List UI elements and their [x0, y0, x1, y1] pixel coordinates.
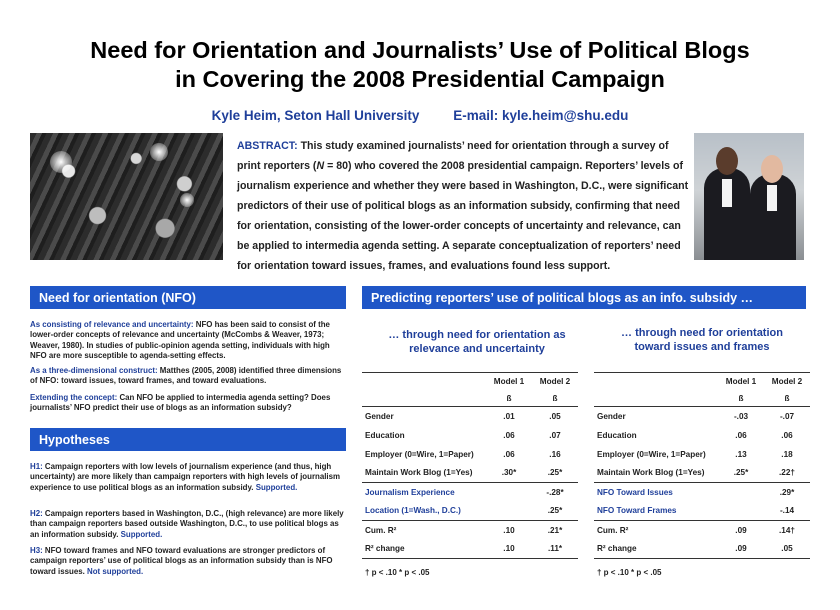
model-1-header: Model 1	[486, 373, 532, 391]
right-subheading-line-1: … through need for orientation	[621, 327, 783, 339]
beta-symbol: ß	[532, 391, 578, 407]
nfo-p2-key: As a three-dimensional construct:	[30, 366, 158, 375]
right-subheading-line-2: toward issues and frames	[634, 341, 770, 353]
model-2-value: .05	[764, 540, 810, 559]
table-row	[362, 483, 578, 502]
h3-text: NFO toward frames and NFO toward evaluations are stronger predictors of campaign reporters’ use of political blogs as an information subsidy than is NFO toward issues.	[30, 546, 333, 576]
model-2-value: .07	[549, 430, 561, 440]
table-row	[362, 502, 578, 521]
row-label: Employer (0=Wire, 1=Paper)	[597, 449, 706, 459]
model-1-header: Model 1	[718, 373, 764, 391]
table-row	[594, 483, 810, 502]
left-subheading-line-2: relevance and uncertainty	[409, 343, 545, 355]
model-1-value	[486, 483, 532, 502]
h3-result: Not supported.	[87, 566, 144, 576]
model-1-value	[718, 502, 764, 521]
model-1-value: .09	[718, 540, 764, 559]
table-beta-row	[594, 391, 810, 407]
row-label: Cum. R²	[362, 521, 486, 540]
model-2-value: .16	[549, 449, 561, 459]
head-left	[716, 147, 738, 175]
abstract-n: N	[316, 160, 325, 172]
row-label: NFO Toward Frames	[597, 506, 677, 516]
row-label: Gender	[597, 411, 626, 421]
row-label: Gender	[365, 411, 394, 421]
model-2-value: .11*	[532, 540, 578, 559]
table-row	[594, 502, 810, 521]
beta-symbol: ß	[718, 391, 764, 407]
shirt-detail	[767, 185, 777, 211]
nfo-p1-key: As consisting of relevance and uncertainty:	[30, 320, 194, 329]
h2-key: H2:	[30, 509, 43, 518]
table-row	[594, 407, 810, 426]
predicting-section-header: Predicting reporters’ use of political blogs as an info. subsidy …	[362, 286, 806, 309]
left-regression-table	[362, 372, 578, 559]
model-2-value: .29*	[764, 483, 810, 502]
row-label: Education	[597, 430, 637, 440]
model-2-value: -.07	[779, 411, 795, 421]
model-1-value: .06	[735, 430, 747, 440]
camera-flash-glare	[180, 193, 194, 207]
left-subheading-line-1: … through need for orientation as	[388, 329, 566, 341]
nfo-section-header: Need for orientation (NFO)	[30, 286, 346, 309]
model-1-value: .13	[735, 449, 747, 459]
author-name: Kyle Heim, Seton Hall University	[211, 108, 420, 123]
row-label: Cum. R²	[594, 521, 718, 540]
title-line-2: in Covering the 2008 Presidential Campaign	[175, 66, 665, 92]
table-row	[362, 445, 578, 464]
table-row	[594, 521, 810, 540]
beta-symbol: ß	[764, 391, 810, 407]
author-email[interactable]: E-mail: kyle.heim@shu.edu	[453, 108, 629, 123]
nfo-p1-text: NFO has been said to consist of the lower-order concepts of relevance and uncertainty (McCombs & Weaver, 1973; Weaver, 1980). In studies of public-opinion agenda setting, individuals with high NFO are more susceptible to agenda-setting effects.	[30, 320, 330, 361]
shirt-detail	[722, 179, 732, 207]
poster-title	[0, 36, 840, 94]
model-2-value: .14†	[764, 521, 810, 540]
press-crowd-photo	[30, 133, 223, 260]
model-2-header: Model 2	[532, 373, 578, 391]
h1-text: Campaign reporters with low levels of journalism experience (and thus, high uncertainty) are more likely than campaign reporters with high levels of journalism experience to use political blogs as an information subsidy.	[30, 462, 341, 492]
table-header-row	[594, 373, 810, 391]
header-empty	[362, 373, 486, 391]
camera-flash-glare	[150, 143, 168, 161]
nfo-p2-text: Matthes (2005, 2008) identified three dimensions of NFO: toward issues, toward frames, and toward evaluations.	[30, 366, 342, 386]
row-label: Location (1=Wash., D.C.)	[365, 506, 461, 516]
h1-key: H1:	[30, 462, 43, 471]
table-row	[362, 407, 578, 426]
right-regression-table	[594, 372, 810, 559]
author-line	[0, 108, 840, 123]
row-label: Journalism Experience	[362, 483, 486, 502]
table-row	[594, 540, 810, 559]
model-1-value: .10	[486, 521, 532, 540]
left-table-subheading	[362, 328, 592, 356]
camera-flash-glare	[50, 151, 72, 173]
row-label: Maintain Work Blog (1=Yes)	[597, 468, 705, 478]
nfo-paragraph-2	[30, 366, 348, 387]
model-1-value: .30*	[501, 468, 517, 478]
model-1-value: .25*	[733, 468, 749, 478]
model-1-value	[486, 502, 532, 521]
row-label: Maintain Work Blog (1=Yes)	[365, 468, 473, 478]
table-row	[594, 426, 810, 445]
abstract	[237, 136, 689, 276]
nfo-p3-text: Can NFO be applied to intermedia agenda setting? Does journalists’ NFO predict their use of blogs as an information subsidy?	[30, 393, 331, 413]
row-label: Education	[365, 430, 405, 440]
h3-key: H3:	[30, 546, 43, 555]
model-2-value: .25*	[547, 506, 563, 516]
beta-empty	[362, 391, 486, 407]
table-header-row	[362, 373, 578, 391]
table-row	[362, 426, 578, 445]
table-row	[362, 521, 578, 540]
table-row	[594, 445, 810, 464]
right-table-subheading	[594, 326, 810, 354]
model-1-value: .06	[503, 430, 515, 440]
model-1-value: .01	[503, 411, 515, 421]
h2-text: Campaign reporters based in Washington, D.C., (high relevance) are more likely than campaign reporters based outside Washington, D.C., to use political blogs as an information subsidy.	[30, 509, 344, 539]
model-2-value: .25*	[547, 468, 563, 478]
table-beta-row	[362, 391, 578, 407]
h2-result: Supported.	[120, 529, 163, 539]
beta-empty	[594, 391, 718, 407]
row-label: R² change	[594, 540, 718, 559]
hypotheses-section-header: Hypotheses	[30, 428, 346, 451]
h1-result: Supported.	[255, 482, 298, 492]
table-row	[594, 464, 810, 483]
row-label: NFO Toward Issues	[594, 483, 718, 502]
model-2-value: -.28*	[532, 483, 578, 502]
nfo-p3-key: Extending the concept:	[30, 393, 118, 402]
model-2-header: Model 2	[764, 373, 810, 391]
candidates-photo	[694, 133, 804, 260]
abstract-text-b: = 80) who covered the 2008 presidential campaign. Reporters’ levels of journalism experience and whether they were based in Washington, D.C., were significant predictors of their use of political blogs as an information subsidy, confirming that need for orientation, consisting of the lower-order concepts of uncertainty and relevance, can be applied to intermedia agenda setting. A separate conceptualization of reporters’ need for orientation toward issues, frames, and evaluations found less support.	[237, 160, 689, 272]
model-2-value: .22†	[779, 468, 795, 478]
hypothesis-1	[30, 462, 348, 493]
abstract-text-a: This study examined journalists’ need for orientation through a survey of print reporters (	[237, 140, 669, 172]
table-row	[362, 464, 578, 483]
model-1-value: .10	[486, 540, 532, 559]
table-row	[362, 540, 578, 559]
model-2-value: .21*	[532, 521, 578, 540]
model-2-value: -.14	[779, 506, 795, 516]
hypothesis-2	[30, 509, 348, 540]
model-1-value: -.03	[733, 411, 749, 421]
header-empty	[594, 373, 718, 391]
model-1-value: .09	[718, 521, 764, 540]
left-significance-note: † p < .10 * p < .05	[365, 568, 430, 577]
row-label: R² change	[362, 540, 486, 559]
beta-symbol: ß	[486, 391, 532, 407]
title-line-1: Need for Orientation and Journalists’ Use of Political Blogs	[90, 37, 750, 63]
nfo-paragraph-1	[30, 320, 348, 362]
right-significance-note: † p < .10 * p < .05	[597, 568, 662, 577]
hypothesis-3	[30, 546, 348, 577]
model-2-value: .18	[781, 449, 793, 459]
model-2-value: .05	[549, 411, 561, 421]
row-label: Employer (0=Wire, 1=Paper)	[365, 449, 474, 459]
model-1-value: .06	[503, 449, 515, 459]
model-2-value: .06	[781, 430, 793, 440]
nfo-paragraph-3	[30, 393, 348, 414]
abstract-lead: ABSTRACT:	[237, 140, 298, 152]
model-1-value	[718, 483, 764, 502]
head-right	[761, 155, 783, 183]
